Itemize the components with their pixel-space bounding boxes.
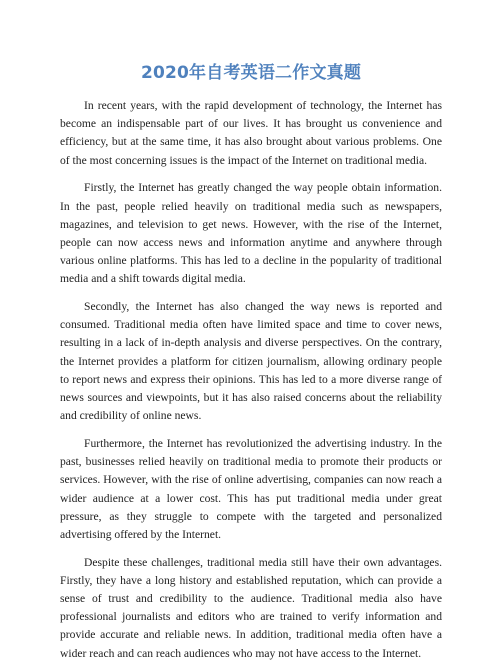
document-title: 2020年自考英语二作文真题	[140, 63, 362, 83]
paragraph-5: Despite these challenges, traditional media still have their own advantages. Firstly, they have a long history and established reputation, which can provide a sense of trust and credibility to the audience. Traditional media also have professional journalists and editors who are trained to verify information and provide accurate and reliable news. In addition, traditional media often have a wider reach and can reach audiences who may not have access to the Internet.	[60, 555, 442, 660]
paragraph-3: Secondly, the Internet has also changed the way news is reported and consumed. Traditional media often have limited space and time to cover news, resulting in a lack of in-depth analysis and diverse perspectives. On the contrary, the Internet provides a platform for citizen journalism, allowing ordinary people to report news and express their opinions. This has led to a more diverse range of news sources and viewpoints, but it has also raised concerns about the reliability and credibility of online news.	[60, 300, 442, 423]
paragraph-2: Firstly, the Internet has greatly changed the way people obtain information. In the past, people relied heavily on traditional media such as newspapers, magazines, and television to get news. However, with the rise of the Internet, people can now access news and information anytime and anywhere through various online platforms. This has led to a decline in the popularity of traditional media and a shift towards digital media.	[60, 181, 442, 286]
paragraph-1: In recent years, with the rapid development of technology, the Internet has become an indispensable part of our lives. It has brought us convenience and efficiency, but at the same time, it has also brought about various problems. One of the most concerning issues is the impact of the Internet on traditional media.	[60, 99, 442, 167]
paragraph-4: Furthermore, the Internet has revolutionized the advertising industry. In the past, businesses relied heavily on traditional media to promote their products or services. However, with the rise of online advertising, companies can now reach a wider audience at a lower cost. This has put traditional media under great pressure, as they struggle to compete with the targeted and personalized advertising offered by the Internet.	[60, 436, 442, 541]
document-body	[60, 97, 442, 672]
